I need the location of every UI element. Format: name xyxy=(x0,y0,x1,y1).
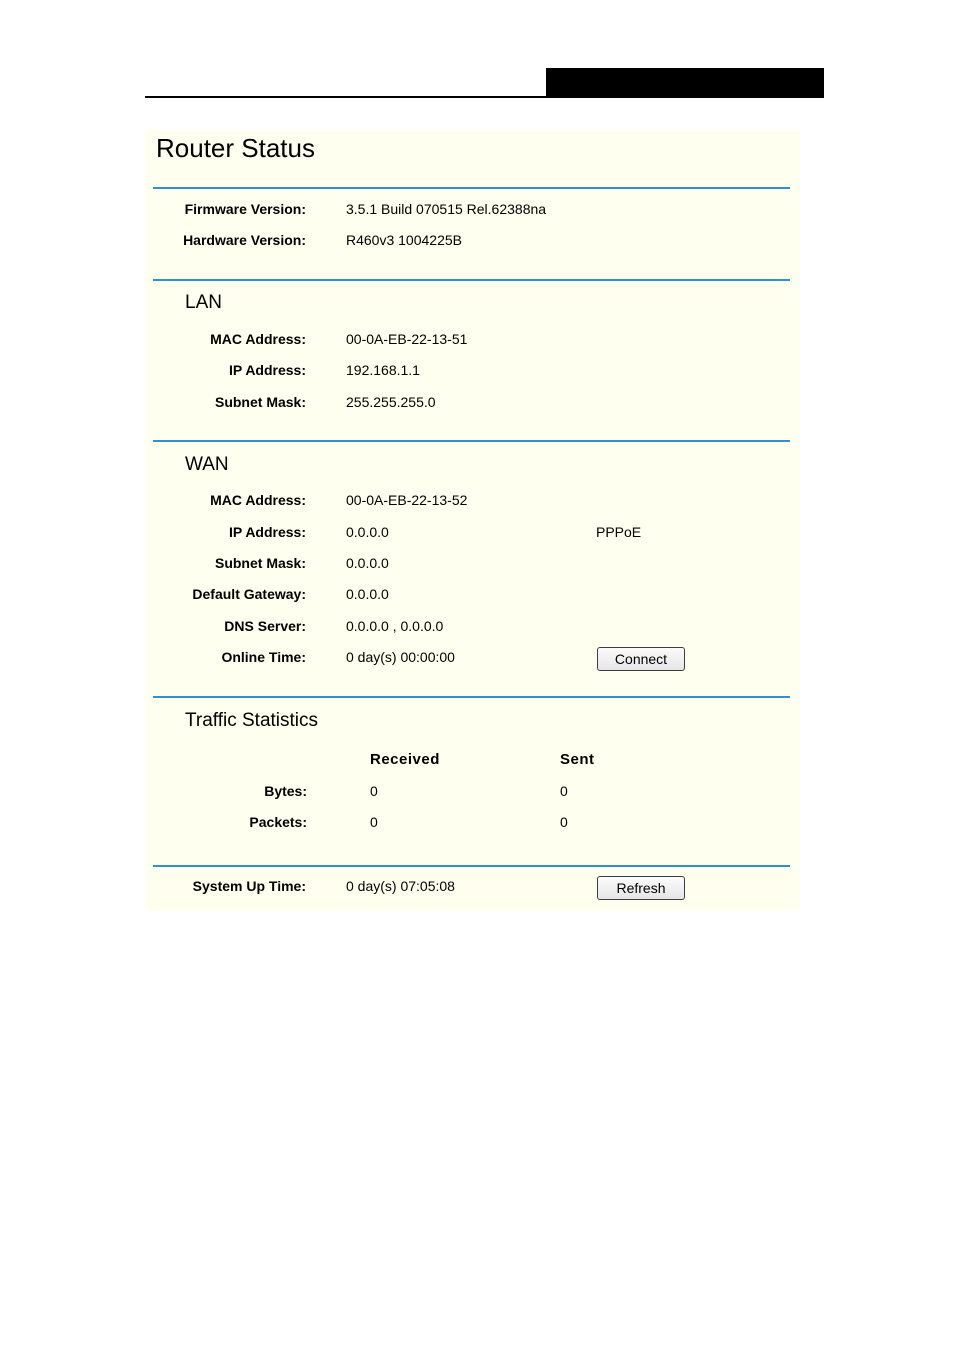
connect-button[interactable]: Connect xyxy=(597,647,685,671)
packets-label: Packets: xyxy=(249,814,307,830)
lan-mac-label: MAC Address: xyxy=(210,331,306,347)
wan-connection-type: PPPoE xyxy=(596,524,642,540)
wan-mask-label: Subnet Mask: xyxy=(214,555,306,571)
section-divider xyxy=(153,279,790,281)
packets-sent-value: 0 xyxy=(560,814,568,830)
wan-ip-value: 0.0.0.0 xyxy=(346,524,389,540)
wan-gateway-value: 0.0.0.0 xyxy=(346,586,389,602)
wan-ip-label: IP Address: xyxy=(228,524,306,540)
section-divider xyxy=(153,440,790,442)
firmware-version-value: 3.5.1 Build 070515 Rel.62388na xyxy=(346,201,547,217)
refresh-button[interactable]: Refresh xyxy=(597,876,685,900)
wan-online-time-value: 0 day(s) 00:00:00 xyxy=(346,649,455,665)
bytes-sent-value: 0 xyxy=(560,783,568,799)
wan-dns-label: DNS Server: xyxy=(224,618,306,634)
section-divider xyxy=(153,187,790,189)
wan-section-title: WAN xyxy=(185,454,229,475)
section-divider xyxy=(153,696,790,698)
bytes-label: Bytes: xyxy=(264,783,307,799)
bytes-received-value: 0 xyxy=(370,783,378,799)
received-column-header: Received xyxy=(370,751,440,768)
hardware-version-value: R460v3 1004225B xyxy=(346,232,462,248)
firmware-version-label: Firmware Version: xyxy=(184,201,306,217)
packets-received-value: 0 xyxy=(370,814,378,830)
traffic-section-title: Traffic Statistics xyxy=(185,710,319,731)
lan-ip-value: 192.168.1.1 xyxy=(346,362,420,378)
lan-section-title: LAN xyxy=(185,292,222,313)
section-divider xyxy=(153,865,790,867)
lan-mask-value: 255.255.255.0 xyxy=(346,394,436,410)
page-title: Router Status xyxy=(156,133,315,163)
system-uptime-value: 0 day(s) 07:05:08 xyxy=(346,878,455,894)
wan-dns-value: 0.0.0.0 , 0.0.0.0 xyxy=(346,618,444,634)
wan-mac-value: 00-0A-EB-22-13-52 xyxy=(346,492,468,508)
wan-gateway-label: Default Gateway: xyxy=(192,586,306,602)
sent-column-header: Sent xyxy=(560,751,595,768)
lan-mac-value: 00-0A-EB-22-13-51 xyxy=(346,331,468,347)
wan-mask-value: 0.0.0.0 xyxy=(346,555,389,571)
router-status-panel xyxy=(145,130,800,911)
lan-mask-label: Subnet Mask: xyxy=(214,394,306,410)
wan-mac-label: MAC Address: xyxy=(210,492,306,508)
hardware-version-label: Hardware Version: xyxy=(183,232,306,248)
wan-online-time-label: Online Time: xyxy=(221,649,306,665)
system-uptime-label: System Up Time: xyxy=(192,878,306,894)
header-bar xyxy=(546,68,824,98)
lan-ip-label: IP Address: xyxy=(228,362,306,378)
